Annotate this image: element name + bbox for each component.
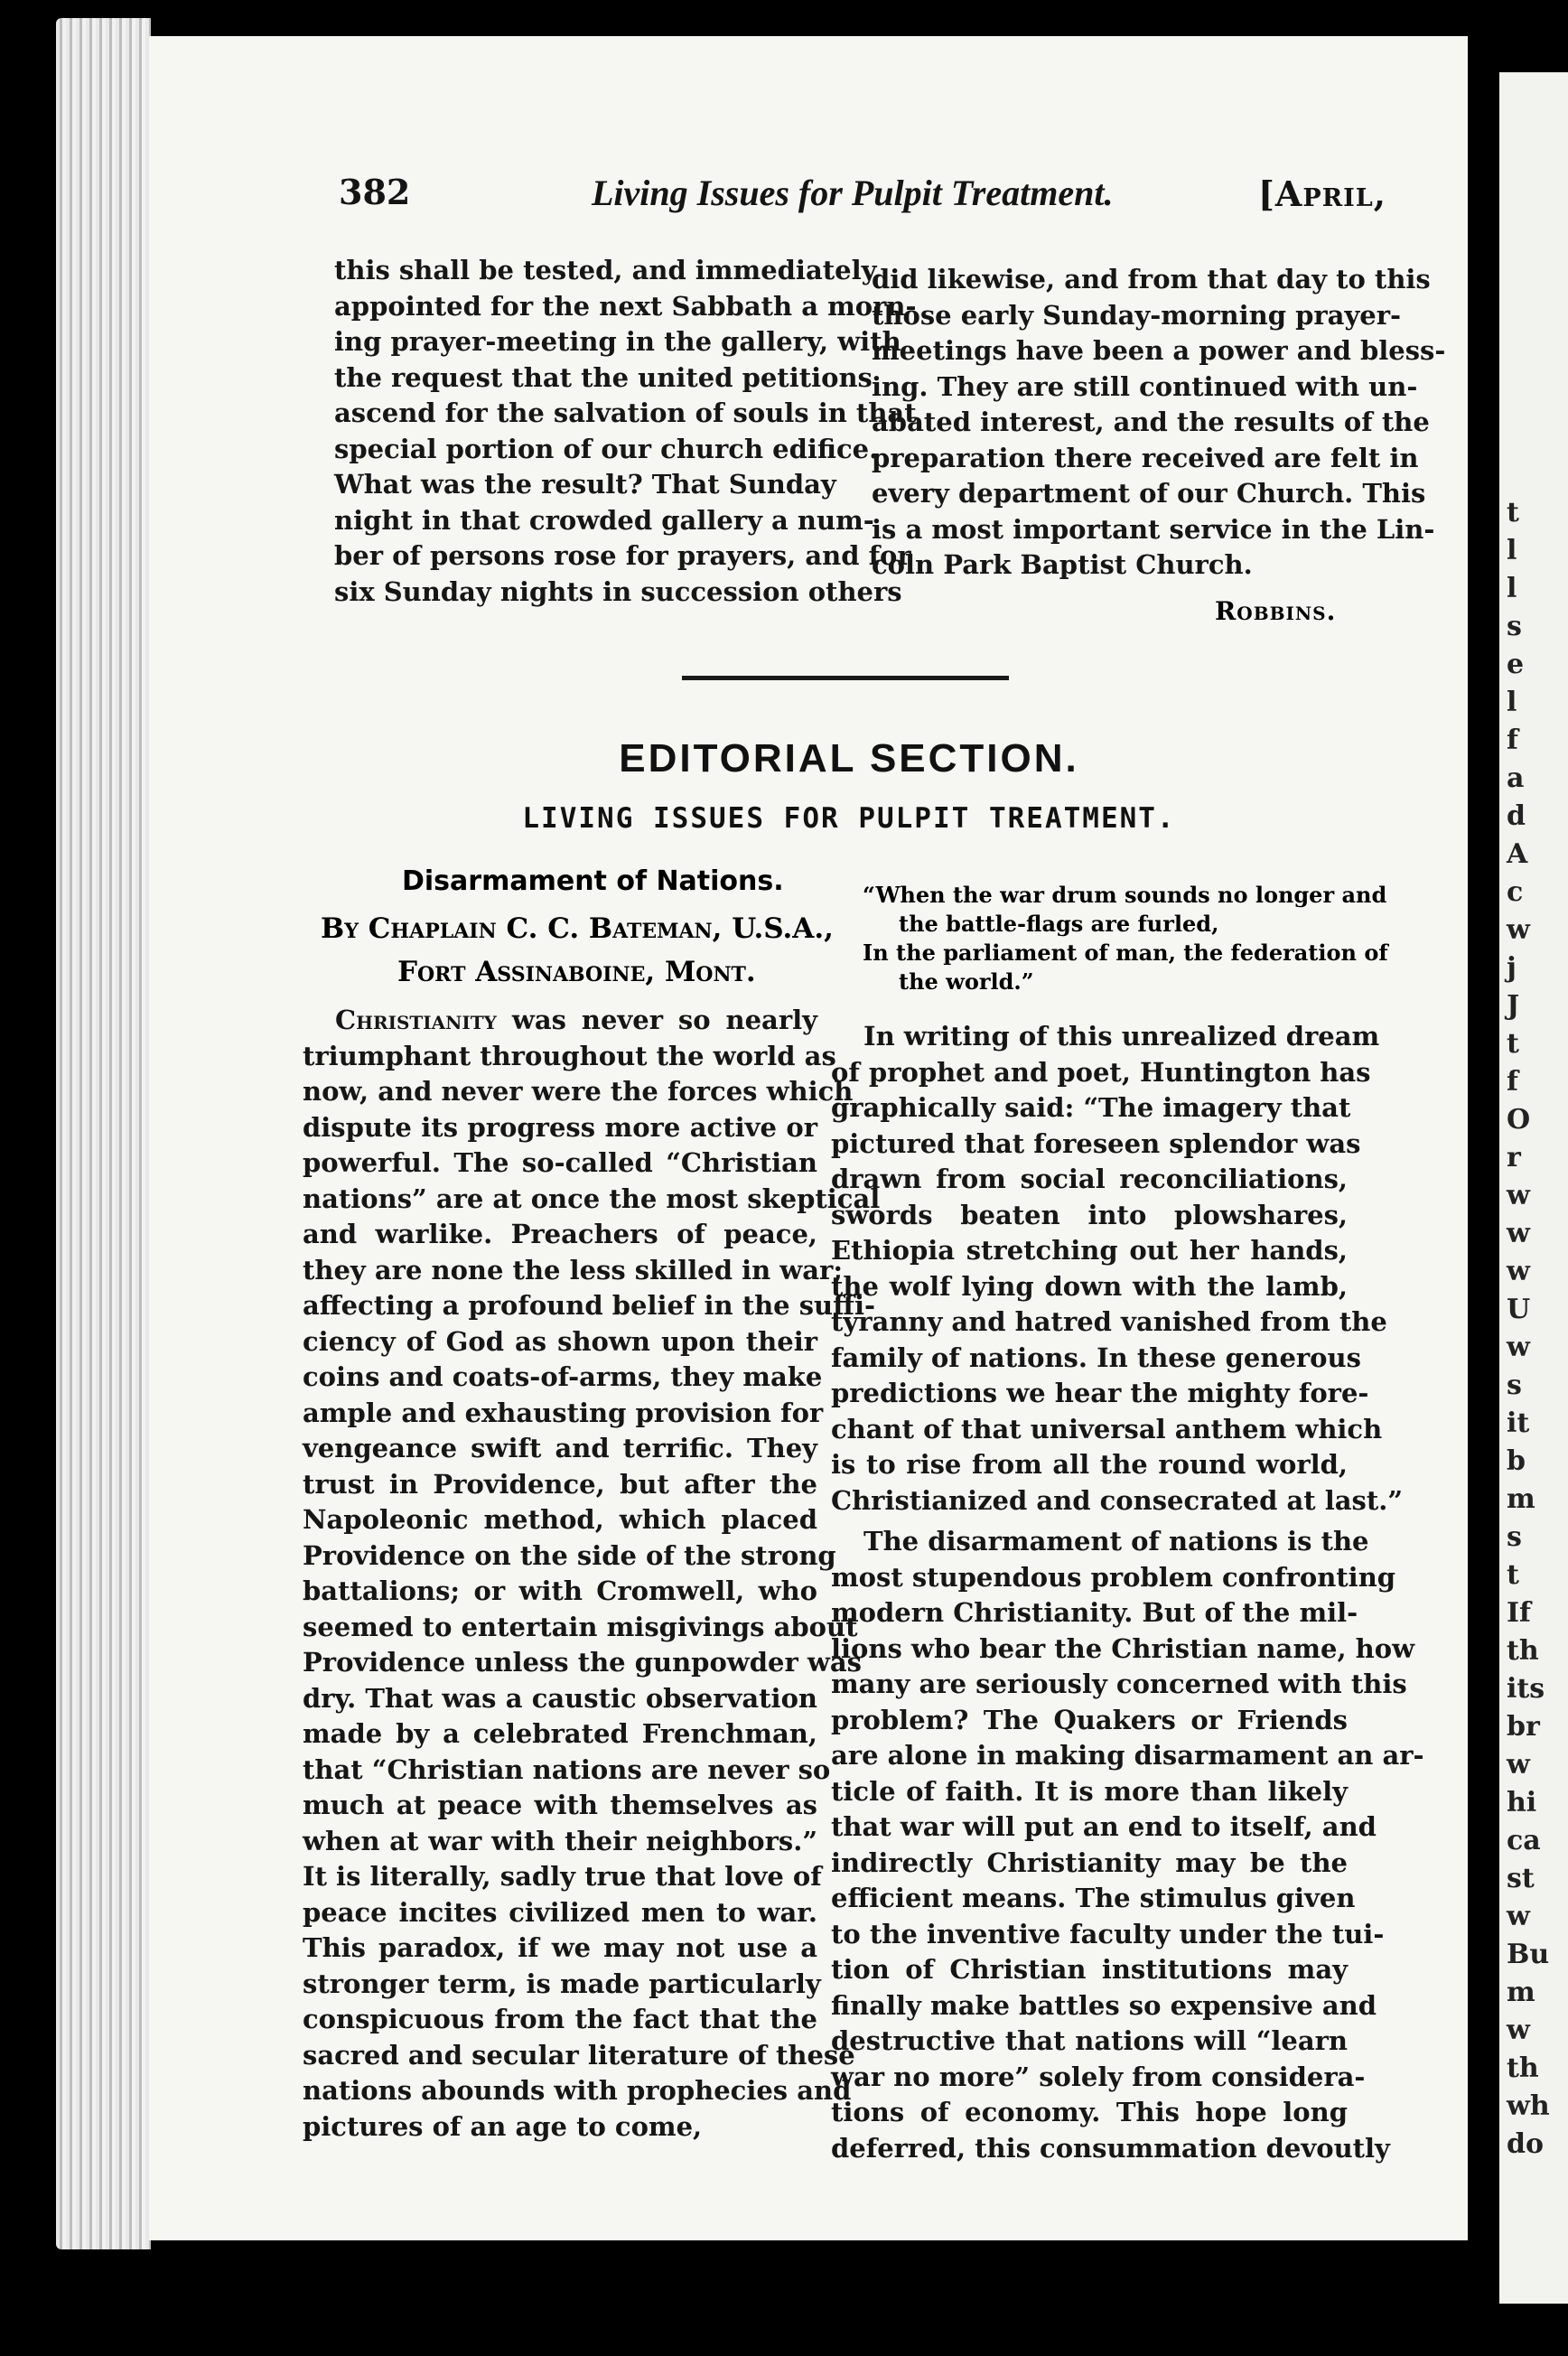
facing-page-fragment: w <box>1507 914 1530 946</box>
facing-page-fragment: wh <box>1507 2090 1550 2122</box>
text-line: six Sunday nights in succession others <box>334 575 902 607</box>
facing-page-fragment: t <box>1507 497 1519 528</box>
running-title: Living Issues for Pulpit Treatment. <box>592 173 1114 213</box>
facing-page-edge <box>1499 72 1568 2304</box>
text-line: is a most important service in the Lin- <box>872 513 1435 545</box>
top-right-column <box>872 262 1446 584</box>
text-line: battalions; or with Cromwell, who <box>303 1575 817 1606</box>
facing-page-fragment: w <box>1507 1256 1530 1287</box>
lead-line-rest: was never so nearly <box>496 1005 817 1035</box>
text-line: special portion of our church edifice. <box>334 433 879 464</box>
facing-page-fragment: m <box>1507 1483 1535 1515</box>
facing-page-fragment: j <box>1507 952 1517 984</box>
text-line: Ethiopia stretching out her hands, <box>831 1235 1348 1266</box>
text-line: preparation there received are felt in <box>872 442 1419 473</box>
text-line: ing prayer-meeting in the gallery, with <box>334 326 901 357</box>
text-line: swords beaten into plowshares, <box>831 1199 1348 1230</box>
text-line: appointed for the next Sabbath a morn- <box>334 290 917 322</box>
facing-page-fragment: d <box>1507 800 1526 832</box>
text-line: the wolf lying down with the lamb, <box>831 1270 1348 1302</box>
text-line: vengeance swift and terrific. They <box>303 1433 817 1463</box>
facing-page-fragment: s <box>1507 1521 1522 1553</box>
running-month: [April, <box>1257 173 1386 214</box>
text-line: triumphant throughout the world as <box>303 1040 836 1071</box>
text-line: that “Christian nations are never so <box>303 1753 831 1785</box>
article-right-column <box>831 1019 1424 2166</box>
text-line: of prophet and poet, Huntington has <box>831 1056 1371 1088</box>
facing-page-fragment: f <box>1507 1066 1518 1098</box>
article-title: Disarmament of Nations. <box>402 865 784 897</box>
epigraph <box>863 881 1388 996</box>
text-line: affecting a profound belief in the suffi- <box>303 1290 875 1321</box>
text-line: night in that crowded gallery a num- <box>334 504 874 536</box>
text-line: much at peace with themselves as <box>303 1790 817 1820</box>
facing-page-fragment: t <box>1507 1028 1519 1060</box>
text-line: The disarmament of nations is the <box>863 1526 1369 1557</box>
facing-page-fragment: O <box>1507 1104 1531 1136</box>
facing-page-fragment: f <box>1507 725 1518 756</box>
text-line: ber of persons rose for prayers, and for <box>334 540 911 571</box>
text-line: and warlike. Preachers of peace, <box>303 1219 817 1249</box>
text-line: tion of Christian institutions may <box>831 1954 1348 1985</box>
facing-page-fragment: ca <box>1507 1825 1541 1856</box>
text-line: tions of economy. This hope long <box>831 2097 1348 2127</box>
epigraph-line: In the parliament of man, the federation of <box>863 940 1388 966</box>
facing-page-fragment: e <box>1507 649 1525 680</box>
text-line: dispute its progress more active or <box>303 1111 817 1143</box>
text-line: many are seriously concerned with this <box>831 1669 1407 1699</box>
facing-page-fragment: w <box>1507 1180 1530 1211</box>
epigraph-line: “When the war drum sounds no longer and <box>863 882 1387 908</box>
text-line: deferred, this consummation devoutly <box>831 2132 1390 2164</box>
text-line: efficient means. The stimulus given <box>831 1883 1356 1913</box>
page-number: 382 <box>339 172 411 212</box>
article-station: Fort Assinaboine, Mont. <box>397 956 756 988</box>
text-line: abated interest, and the results of the <box>872 407 1430 437</box>
text-line: coins and coats-of-arms, they make <box>303 1361 823 1392</box>
text-line: the request that the united petitions <box>334 361 873 393</box>
text-line: Providence on the side of the strong <box>303 1539 836 1571</box>
facing-page-fragment: st <box>1507 1863 1535 1894</box>
facing-page-fragment: l <box>1507 573 1517 604</box>
facing-page-fragment: hi <box>1507 1787 1537 1818</box>
facing-page-fragment: w <box>1507 1749 1530 1781</box>
facing-page-fragment: A <box>1507 838 1528 870</box>
text-line: dry. That was a caustic observation <box>303 1682 817 1714</box>
top-left-column <box>334 253 917 610</box>
facing-page-fragment: it <box>1507 1407 1530 1439</box>
text-line: seemed to entertain misgivings about <box>303 1611 858 1642</box>
text-line: those early Sunday-morning prayer- <box>872 299 1402 331</box>
text-line: ample and exhausting provision for <box>303 1397 824 1428</box>
text-line: ascend for the salvation of souls in that <box>334 397 917 428</box>
text-line <box>303 1003 817 1039</box>
text-line: did likewise, and from that day to this <box>872 264 1431 294</box>
text-line: that war will put an end to itself, and <box>831 1811 1377 1842</box>
text-line: ciency of God as shown upon their <box>303 1325 817 1357</box>
text-line: every department of our Church. This <box>872 478 1426 509</box>
facing-page-fragment: a <box>1507 762 1525 794</box>
text-line: nations abounds with prophecies and <box>303 2075 852 2106</box>
text-line: sacred and secular literature of these <box>303 2039 855 2071</box>
article-left-column <box>303 1003 881 2145</box>
text-line: powerful. The so-called “Christian <box>303 1147 817 1178</box>
text-line: most stupendous problem confronting <box>831 1561 1396 1593</box>
facing-page-fragment: If <box>1507 1597 1531 1629</box>
page-stack-edge <box>56 18 151 2249</box>
text-line: peace incites civilized men to war. <box>303 1896 817 1928</box>
text-line: Napoleonic method, which placed <box>303 1504 817 1535</box>
text-line: drawn from social reconciliations, <box>831 1164 1348 1194</box>
text-line: conspicuous from the fact that the <box>303 2004 817 2034</box>
epigraph-line: the world.” <box>899 968 1034 995</box>
facing-page-fragment: its <box>1507 1673 1545 1705</box>
facing-page-fragment: w <box>1507 1901 1530 1932</box>
text-line: graphically said: “The imagery that <box>831 1092 1351 1123</box>
facing-page-fragment: l <box>1507 535 1517 566</box>
text-line: Christianized and consecrated at last.” <box>831 1484 1404 1516</box>
text-line: Providence unless the gunpowder was <box>303 1647 862 1678</box>
facing-page-fragment: th <box>1507 1635 1539 1667</box>
facing-page-fragment: w <box>1507 2015 1530 2046</box>
text-line: made by a celebrated Frenchman, <box>303 1718 817 1749</box>
text-line: are alone in making disarmament an ar- <box>831 1740 1424 1771</box>
text-line: In writing of this unrealized dream <box>863 1021 1380 1052</box>
facing-page-fragment: t <box>1507 1559 1519 1591</box>
facing-page-fragment: m <box>1507 1977 1535 2008</box>
facing-page-fragment: l <box>1507 687 1517 718</box>
text-line: to the inventive faculty under the tui- <box>831 1918 1385 1949</box>
facing-page-fragment: w <box>1507 1218 1530 1249</box>
text-line: problem? The Quakers or Friends <box>831 1704 1348 1735</box>
facing-page-fragment: Bu <box>1507 1939 1550 1970</box>
text-line: is to rise from all the round world, <box>831 1449 1348 1480</box>
facing-page-fragment: br <box>1507 1711 1540 1743</box>
text-line: nations” are at once the most skeptical <box>303 1183 881 1214</box>
facing-page-fragment: w <box>1507 1332 1530 1363</box>
text-line: destructive that nations will “learn <box>831 2025 1348 2056</box>
article-byline: By Chaplain C. C. Bateman, U.S.A., <box>321 912 834 945</box>
section-divider <box>682 676 1009 680</box>
facing-page-fragment: s <box>1507 611 1522 642</box>
epigraph-line: the battle-flags are furled, <box>899 911 1219 937</box>
facing-page-fragment: c <box>1507 876 1524 908</box>
section-title: EDITORIAL SECTION. <box>619 736 1079 781</box>
text-line: family of nations. In these generous <box>831 1342 1361 1373</box>
lead-word: Christianity <box>335 1005 497 1035</box>
text-line: lions who bear the Christian name, how <box>831 1632 1415 1664</box>
text-line: stronger term, is made particularly <box>303 1968 821 1999</box>
facing-page-fragment: r <box>1507 1142 1521 1173</box>
text-line: they are none the less skilled in war; <box>303 1254 844 1286</box>
text-line: meetings have been a power and bless- <box>872 335 1446 366</box>
text-line: ticle of faith. It is more than likely <box>831 1775 1348 1807</box>
text-line: It is literally, sadly true that love of <box>303 1861 822 1892</box>
text-line: when at war with their neighbors.” <box>303 1825 817 1856</box>
facing-page-fragment: b <box>1507 1445 1526 1477</box>
facing-page-fragment: J <box>1507 990 1520 1022</box>
facing-page-fragment: th <box>1507 2052 1539 2084</box>
text-line: this shall be tested, and immediately <box>334 255 877 285</box>
text-line: finally make battles so expensive and <box>831 1989 1377 2021</box>
author-signature: Robbins. <box>1215 596 1337 626</box>
text-line: modern Christianity. But of the mil- <box>831 1597 1358 1628</box>
text-line: This paradox, if we may not use a <box>303 1932 817 1963</box>
running-head <box>339 172 1386 226</box>
text-line: pictured that foreseen splendor was <box>831 1127 1361 1159</box>
text-line: ing. They are still continued with un- <box>872 370 1418 402</box>
text-line: war no more” solely from considera- <box>831 2061 1366 2092</box>
text-line: pictures of an age to come, <box>303 2110 703 2142</box>
text-line: predictions we hear the mighty fore- <box>831 1378 1369 1408</box>
text-line: What was the result? That Sunday <box>334 469 836 500</box>
facing-page-fragment: U <box>1507 1294 1531 1325</box>
text-line: now, and never were the forces which <box>303 1076 854 1107</box>
text-line: coln Park Baptist Church. <box>872 549 1253 580</box>
facing-page-fragment: s <box>1507 1370 1522 1401</box>
subsection-title: LIVING ISSUES FOR PULPIT TREATMENT. <box>522 802 1176 835</box>
text-line: tyranny and hatred vanished from the <box>831 1306 1387 1337</box>
text-line: trust in Providence, but after the <box>303 1468 817 1500</box>
text-line: indirectly Christianity may be the <box>831 1846 1348 1878</box>
text-line: chant of that universal anthem which <box>831 1413 1383 1444</box>
facing-page-fragment: do <box>1507 2128 1544 2160</box>
